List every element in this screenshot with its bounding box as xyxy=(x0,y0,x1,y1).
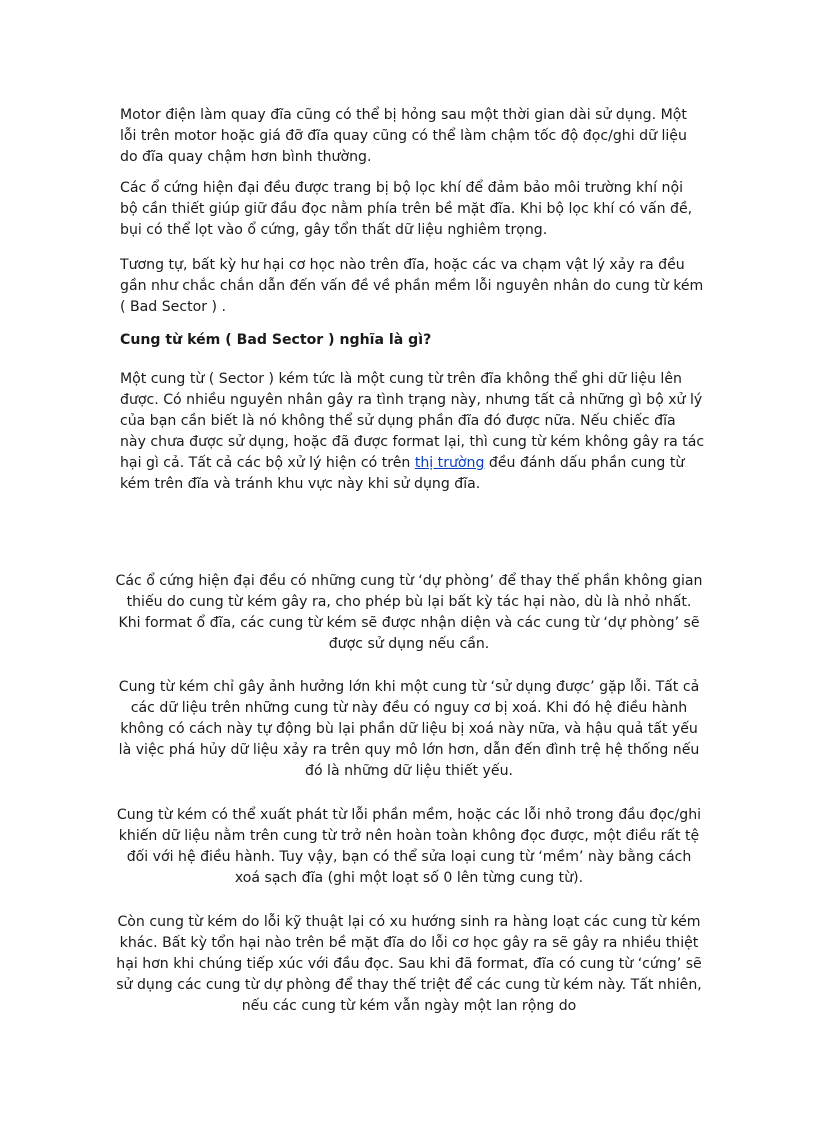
paragraph-air-filter: Các ổ cứng hiện đại đều được trang bị bộ lọc khí để đảm bảo môi trường khí nội bộ cần thiết giúp giữ đầu đọc nằm phía trên bề mặt đĩa. Khi bộ lọc khí có vấn đề, bụi có thể lọt vào ổ cứng, gây tổn thất dữ liệu nghiêm trọng. xyxy=(120,180,693,239)
paragraph-mechanical-damage: Tương tự, bất kỳ hư hại cơ học nào trên đĩa, hoặc các va chạm vật lý xảy ra đều gần như chắc chắn dẫn đến vấn đề về phần mềm lỗi nguyên nhân do cung từ kém ( Bad Sector ) . xyxy=(120,257,704,316)
paragraph-spare-sectors: Các ổ cứng hiện đại đều có những cung từ ‘dự phòng’ để thay thế phần không gian thiếu do cung từ kém gây ra, cho phép bù lại bất kỳ tác hại nào, dù là nhỏ nhất. Khi format ổ đĩa, các cung từ kém sẽ được nhận diện và các cung từ ‘dự phòng’ sẽ được sử dụng nếu cần. xyxy=(115,573,703,653)
paragraph-usable-sector-failure: Cung từ kém chỉ gây ảnh hưởng lớn khi một cung từ ‘sử dụng được’ gặp lỗi. Tất cả các dữ liệu trên những cung từ này đều có nguy cơ bị xoá. Khi đó hệ điều hành không có cách này tự động bù lại phần dữ liệu bị xoá này nữa, và hậu quả tất yếu là việc phá hủy dữ liệu xảy ra trên quy mô lớn hơn, dẫn đến đình trệ hệ thống nếu đó là những dữ liệu thiết yếu. xyxy=(118,679,700,780)
paragraph-soft-bad-sectors: Cung từ kém có thể xuất phát từ lỗi phần mềm, hoặc các lỗi nhỏ trong đầu đọc/ghi khiến dữ liệu nằm trên cung từ trở nên hoàn toàn không đọc được, một điều rất tệ đối với hệ điều hành. Tuy vậy, bạn có thể sửa loại cung từ ‘mềm’ này bằng cách xoá sạch đĩa (ghi một loạt số 0 lên từng cung từ). xyxy=(116,807,702,887)
definition-text-after-link: đều đánh dấu phần cung từ kém trên đĩa và tránh khu vực này khi sử dụng đĩa. xyxy=(120,455,685,493)
definition-text-before-link: Một cung từ ( Sector ) kém tức là một cung từ trên đĩa không thể ghi dữ liệu lên được. Có nhiều nguyên nhân gây ra tình trạng này, nhưng tất cả những gì bộ xử lý của bạn cần biết là nó không thể sử dụng phần đĩa đó được nữa. Nếu chiếc đĩa này chưa được sử dụng, hoặc đã được format lại, thì cung từ kém không gây ra tác hại gì cả. Tất cả các bộ xử lý hiện có trên xyxy=(120,371,705,472)
paragraph-definition xyxy=(120,369,705,496)
section-heading: Cung từ kém ( Bad Sector ) nghĩa là gì? xyxy=(120,332,432,348)
paragraph-motor: Motor điện làm quay đĩa cũng có thể bị hỏng sau một thời gian dài sử dụng. Một lỗi trên motor hoặc giá đỡ đĩa quay cũng có thể làm chậm tốc độ đọc/ghi dữ liệu do đĩa quay chậm hơn bình thường. xyxy=(120,107,687,166)
market-link[interactable]: thị trường xyxy=(414,455,485,472)
paragraph-hard-bad-sectors: Còn cung từ kém do lỗi kỹ thuật lại có xu hướng sinh ra hàng loạt các cung từ kém khác. Bất kỳ tổn hại nào trên bề mặt đĩa do lỗi cơ học gây ra sẽ gây ra nhiều thiệt hại hơn khi chúng tiếp xúc với đầu đọc. Sau khi đã format, đĩa có cung từ ‘cứng’ sẽ sử dụng các cung từ dự phòng để thay thế triệt để các cung từ kém này. Tất nhiên, nếu các cung từ kém vẫn ngày một lan rộng do xyxy=(116,914,702,1015)
